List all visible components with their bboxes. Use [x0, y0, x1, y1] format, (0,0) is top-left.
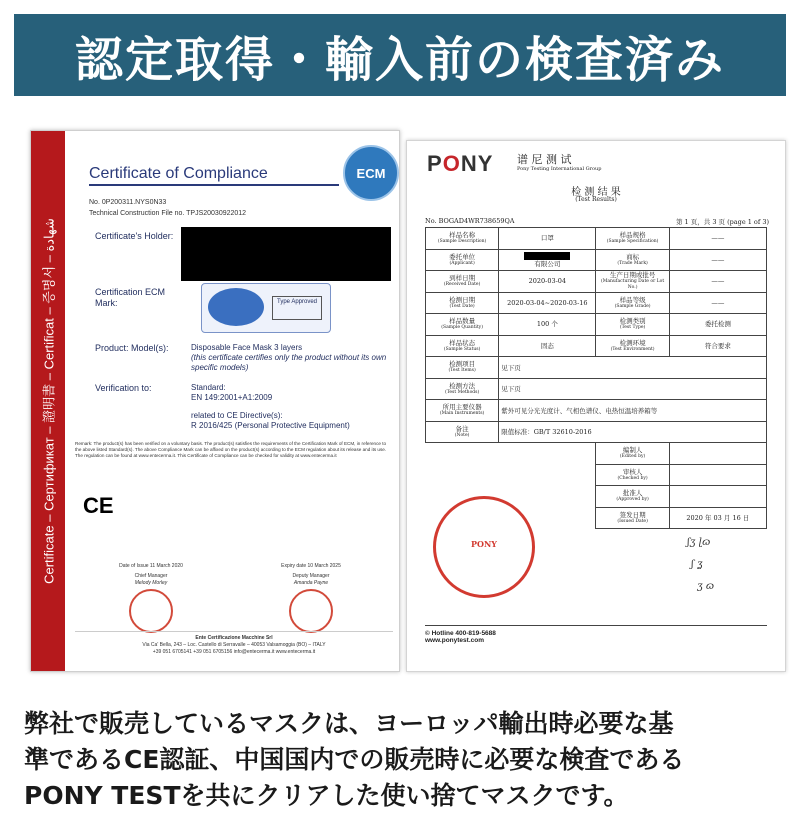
table-row [426, 443, 767, 465]
row-value-right-cn: —— [711, 234, 725, 243]
certificate-numbers [89, 197, 246, 219]
row-value-right-cn: —— [711, 255, 725, 264]
description-text [24, 706, 784, 814]
report-title: 检 测 结 果 [571, 187, 621, 198]
ecm-seal-logo [343, 145, 399, 201]
test-items-value: 见下页 [499, 357, 767, 379]
row-label-left-en: (Sample Quantity) [441, 325, 483, 331]
row-label-left [426, 292, 499, 314]
technical-file-number: Technical Construction File no. TPJS20030922012 [89, 210, 247, 217]
row-value-right-cn: 委托检测 [704, 320, 731, 329]
footer-org: Ente Certificazione Macchine Srl [195, 635, 273, 641]
pony-test-report [406, 140, 786, 672]
approved-label: 批准人 [622, 489, 643, 498]
row-value-right [669, 249, 766, 271]
edited-signature [669, 443, 766, 465]
verification-info [191, 383, 391, 431]
instruments-value: 紫外可见分光光度计、气相色谱仪、电热恒温培养箱等 [499, 400, 767, 422]
row-value-right [669, 228, 766, 250]
row-label-left-cn: 委托单位 [449, 252, 476, 261]
certificate-number: No. 0P200311.NYS0N33 [89, 199, 167, 206]
row-label-right-en: (Manufacturing Date or Lot No.) [600, 279, 665, 291]
header-banner [14, 14, 786, 96]
test-methods-label: 检测方法 [449, 381, 476, 390]
directive-label: related to CE Directive(s): [191, 411, 283, 420]
table-row [426, 335, 767, 357]
note-label: 备注 [455, 424, 469, 433]
ecm-stamp-right [289, 589, 333, 633]
row-label-right [596, 271, 669, 293]
row-value-left [499, 335, 596, 357]
row-label-left-cn: 到样日期 [449, 274, 476, 283]
banner-title: 認定取得・輸入前の検査済み [74, 31, 725, 88]
table-row [426, 378, 767, 400]
deputy-manager-name: Amanda Payne [293, 580, 329, 586]
table-row [426, 228, 767, 250]
instruments-label: 所用主要仪器 [442, 403, 482, 412]
report-subtitle: (Test Results) [575, 196, 617, 203]
checked-signature-mark: ʃ ʓ [691, 559, 703, 570]
row-label-left-cn: 样品数量 [449, 317, 476, 326]
test-methods-value: 见下页 [499, 378, 767, 400]
row-label-left [426, 314, 499, 336]
product-info [191, 343, 391, 373]
row-value-left-cn: 100 个 [536, 320, 558, 329]
ecm-mark-image [201, 283, 331, 333]
row-label-right [596, 228, 669, 250]
row-label-left [426, 335, 499, 357]
chief-manager-name: Melody Morley [134, 580, 168, 586]
website: www.ponytest.com [425, 637, 484, 644]
row-label-left-en: (Sample Status) [443, 346, 481, 352]
table-row [426, 357, 767, 379]
pony-logo-cn: 谱 尼 测 试 [517, 153, 572, 166]
row-label-left-en: (Test Date) [449, 303, 475, 309]
row-label-right-cn: 样品等级 [619, 295, 646, 304]
holder-label: Certificate's Holder: [95, 231, 174, 241]
row-label-right-en: (Sample Grade) [614, 303, 651, 309]
row-label-right-cn: 生产日期或批号 [609, 271, 656, 280]
stamp-text: PONY [470, 539, 497, 549]
ce-certificate [30, 130, 400, 672]
row-label-left-en: (Sample Description) [437, 239, 487, 245]
test-methods-label-en: (Test Methods) [444, 389, 480, 395]
row-label-right-en: (Test Type) [619, 325, 646, 331]
description-line-1: 弊社で販売しているマスクは、ヨーロッパ輸出時必要な基 [24, 709, 674, 738]
row-value-left-cn: 口罩 [540, 234, 554, 243]
row-value-left [499, 249, 596, 271]
ecm-mark-label: Certification ECM Mark: [95, 287, 166, 308]
product-label: Product: Model(s): [95, 343, 169, 353]
certificate-title: Certificate of Compliance [89, 165, 339, 186]
test-items-label: 检测项目 [449, 360, 476, 369]
row-label-left-en: (Applicant) [449, 260, 475, 266]
description-line-2: 準であるCE認証、中国国内での販売時に必要な検査である [24, 745, 685, 774]
row-label-right [596, 314, 669, 336]
row-label-left-cn: 样品名称 [449, 231, 476, 240]
pony-seal-stamp [433, 496, 535, 598]
table-row [426, 464, 767, 486]
footer-contact: +39 051 6705141 +39 051 6705156 info@entecerma.it www.entecerma.it [152, 649, 316, 655]
product-note: (this certificate certifies only the product without its own specific models) [191, 353, 387, 372]
row-label-right-cn: 商标 [626, 252, 640, 261]
deputy-manager-title: Deputy Manager [292, 573, 330, 579]
issued-value: 2020 年 03 月 16 日 [669, 507, 766, 529]
approved-label-en: (Approved by) [616, 497, 649, 503]
row-value-left-cn: 固态 [540, 341, 554, 350]
row-value-left [499, 292, 596, 314]
pony-logo-en: Pony Testing International Group [517, 166, 602, 172]
note-label-en: (Note) [454, 432, 470, 438]
footer-address: Via Ca' Bella, 243 – Loc. Castello di Serravalle – 40053 Valsamoggia (BO) – ITALY [142, 642, 326, 648]
row-value-right-cn: —— [711, 298, 725, 307]
row-label-right [596, 335, 669, 357]
row-label-right-en: (Trade Mark) [617, 260, 648, 266]
row-value-left [499, 271, 596, 293]
table-row [426, 421, 767, 443]
table-row [426, 400, 767, 422]
product-value: Disposable Face Mask 3 layers [191, 343, 303, 352]
pony-logo: PONY [427, 151, 494, 176]
hotline: © Hotline 400-819-5688 [425, 630, 496, 637]
row-value-left-cn: 有限公司 [534, 259, 561, 268]
row-label-right-en: (Test Environment) [610, 346, 655, 352]
table-row [426, 292, 767, 314]
redacted-applicant [524, 252, 570, 260]
edited-signature-mark: ʃʒ ɭɷ [687, 537, 711, 548]
type-approved-box: Type Approved [272, 296, 322, 320]
table-row [426, 249, 767, 271]
row-value-right [669, 335, 766, 357]
edited-label-en: (Edited by) [619, 454, 646, 460]
verification-label: Verification to: [95, 383, 152, 393]
row-label-right-cn: 检测环境 [619, 338, 646, 347]
row-label-left [426, 249, 499, 271]
row-label-right-cn: 检测类别 [619, 317, 646, 326]
row-label-left-cn: 检测日期 [449, 295, 476, 304]
instruments-label-en: (Main Instruments) [439, 411, 485, 417]
row-value-right-cn: —— [711, 277, 725, 286]
note-value: 限值标准：GB/T 32610-2016 [499, 421, 767, 443]
row-value-left [499, 228, 596, 250]
ce-mark-icon: CE [83, 493, 114, 518]
issue-date: Date of Issue 11 March 2020 [119, 563, 183, 569]
table-row [426, 271, 767, 293]
issued-label-en: (Issued Date) [617, 518, 648, 524]
checked-label: 审核人 [622, 467, 643, 476]
table-row [426, 314, 767, 336]
row-label-right-cn: 样品规格 [619, 231, 646, 240]
approved-signature [669, 486, 766, 508]
certificate-side-text: Certificate – Сертификат – 證明書 – Certificat – 증명서 – شهادة [41, 218, 57, 584]
row-label-left [426, 228, 499, 250]
row-value-right [669, 292, 766, 314]
expiry-date: Expiry date 10 March 2025 [281, 563, 341, 569]
row-value-left-cn: 2020-03-04 [528, 277, 567, 286]
row-label-left-cn: 样品状态 [449, 338, 476, 347]
report-number: No. BOGAD4WR738659QA [425, 217, 515, 225]
row-value-left [499, 314, 596, 336]
row-label-left-en: (Received Date) [443, 282, 481, 288]
edited-label: 编制人 [622, 446, 643, 455]
standard-label: Standard: [191, 383, 226, 392]
directive-value: R 2016/425 (Personal Protective Equipment) [191, 421, 350, 430]
description-line-3: PONY TESTを共にクリアした使い捨てマスクです。 [24, 781, 629, 810]
row-value-right [669, 271, 766, 293]
standard-value: EN 149:2001+A1:2009 [191, 393, 273, 402]
row-label-right-en: (Sample Specification) [606, 239, 659, 245]
row-value-right [669, 314, 766, 336]
report-footer [425, 625, 767, 644]
certificate-side-bar [31, 131, 65, 671]
row-label-right [596, 249, 669, 271]
results-table [425, 227, 767, 529]
row-value-left-cn: 2020-03-04~2020-03-16 [507, 298, 588, 307]
ecm-seal-text: ECM [356, 165, 386, 181]
checked-signature [669, 464, 766, 486]
approved-signature-mark: ʒ ɷ [697, 581, 715, 592]
globe-icon [208, 288, 264, 326]
issued-label: 签发日期 [619, 510, 646, 519]
row-value-right-cn: 符合要求 [704, 341, 731, 350]
row-label-left [426, 271, 499, 293]
ecm-stamp-left [129, 589, 173, 633]
remark-text: Remark: The product(s) has been verified on a voluntary basis. The product(s) satisfies the requirements of the Certification Mark of ECM, in reference to the above listed Standard(s). The above Compliance Mark can be affixed on the product(s) according to the ECM regulation about its release and its use. The regulation can be found at www.entecerma.it. This Certificate of Compliance can be checked for validity at www.entecerma.it [75, 441, 387, 458]
certificate-footer [75, 631, 393, 656]
redacted-holder [181, 227, 391, 281]
test-items-label-en: (Test Items) [448, 368, 476, 374]
chief-manager-title: Chief Manager [134, 573, 168, 579]
report-page: 第 1 页，共 3 页 (page 1 of 3) [675, 218, 769, 226]
row-label-right [596, 292, 669, 314]
checked-label-en: (Checked by) [617, 475, 648, 481]
